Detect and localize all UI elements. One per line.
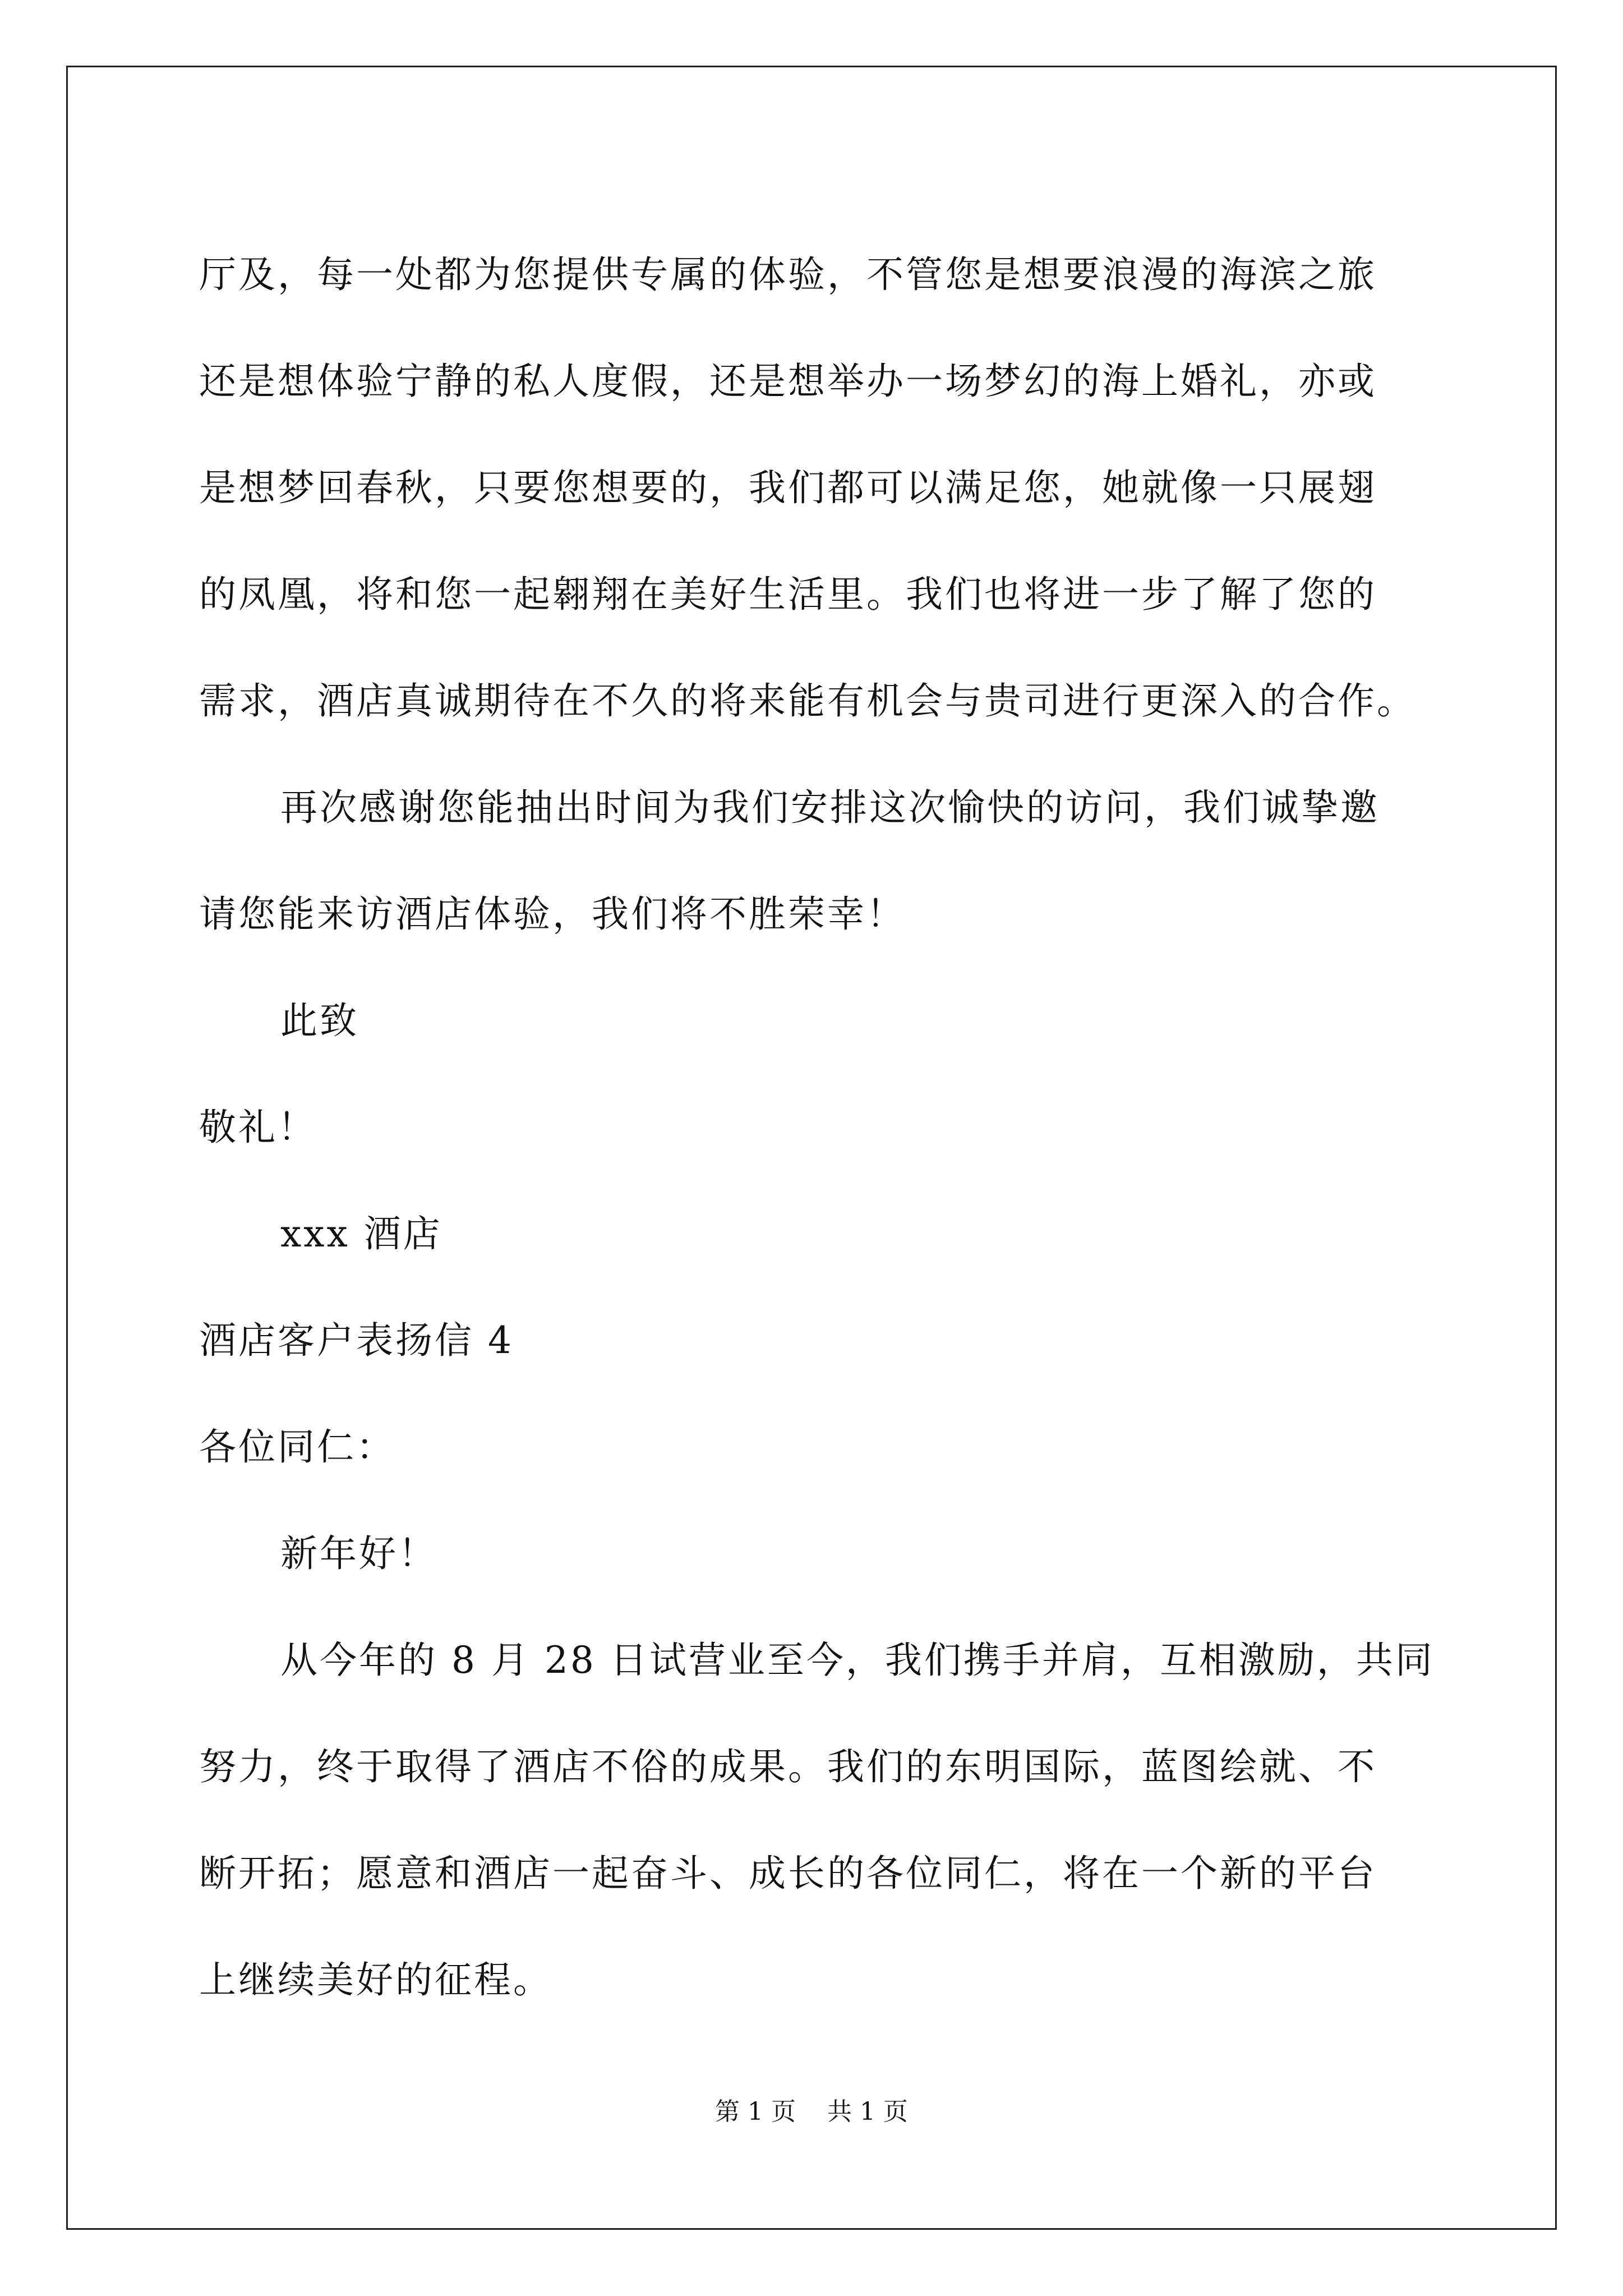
paragraph-line: 努力，终于取得了酒店不俗的成果。我们的东明国际，蓝图绘就、不 [199, 1745, 1377, 1788]
paragraph-line: 断开拓；愿意和酒店一起奋斗、成长的各位同仁，将在一个新的平台 [199, 1852, 1377, 1895]
paragraph-line: 还是想体验宁静的私人度假，还是想举办一场梦幻的海上婚礼，亦或 [199, 360, 1377, 403]
document-body [199, 222, 1435, 2033]
paragraph-line: 是想梦回春秋，只要您想要的，我们都可以满足您，她就像一只展翅 [199, 466, 1377, 509]
section-title: 酒店客户表扬信 4 [199, 1319, 514, 1362]
closing-regards: 敬礼！ [199, 1106, 317, 1149]
signature: xxx 酒店 [280, 1212, 442, 1255]
paragraph-line: 从今年的 8 月 28 日试营业至今，我们携手并肩，互相激励，共同 [280, 1639, 1435, 1682]
paragraph-line: 上继续美好的征程。 [199, 1958, 552, 2001]
paragraph-line: 需求，酒店真诚期待在不久的将来能有机会与贵司进行更深入的合作。 [199, 679, 1416, 723]
closing-salutation: 此致 [280, 999, 359, 1042]
paragraph-line: 厅及，每一处都为您提供专属的体验，不管您是想要浪漫的海滨之旅 [199, 253, 1377, 296]
paragraph-line: 的凤凰，将和您一起翱翔在美好生活里。我们也将进一步了解了您的 [199, 573, 1377, 616]
page-number-footer: 第 1 页 共 1 页 [715, 2097, 908, 2126]
paragraph-line: 请您能来访酒店体验，我们将不胜荣幸！ [199, 892, 906, 936]
greeting-line: 新年好！ [280, 1532, 437, 1575]
greeting: 各位同仁： [199, 1425, 395, 1469]
paragraph-line: 再次感谢您能抽出时间为我们安排这次愉快的访问，我们诚挚邀 [280, 786, 1380, 829]
